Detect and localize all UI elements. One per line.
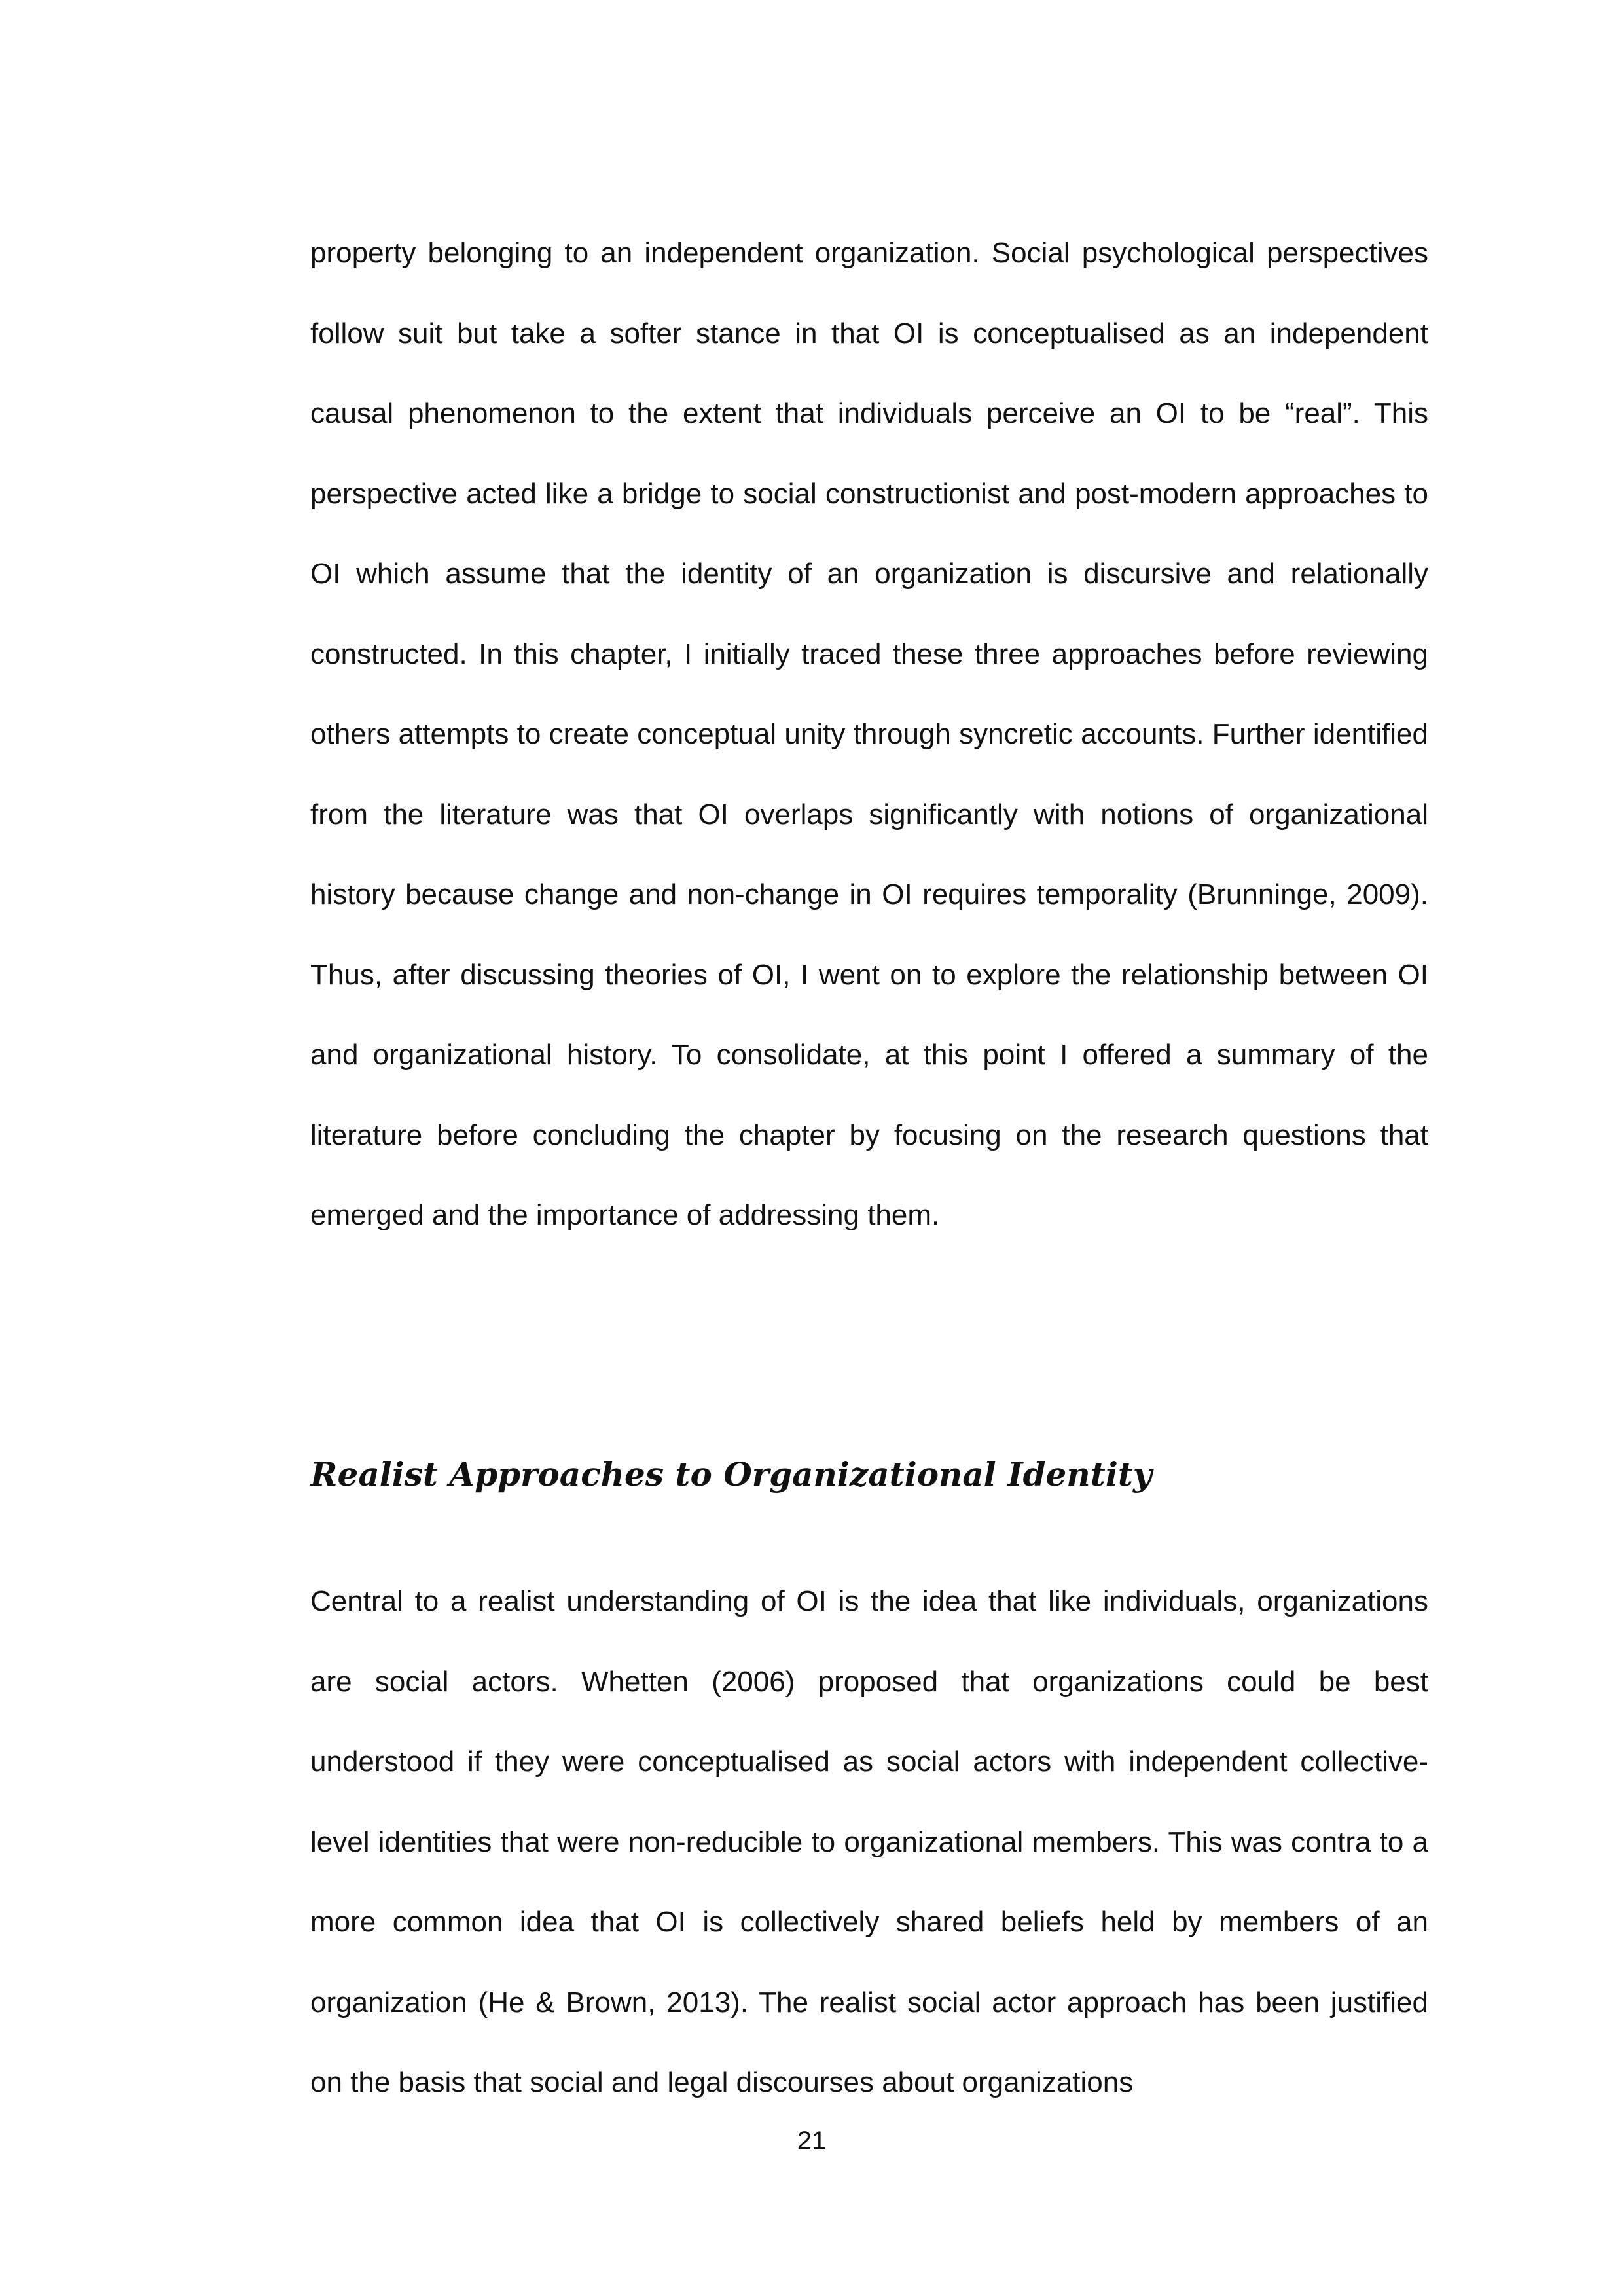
body-paragraph-realist: Central to a realist understanding of OI is the idea that like individuals, organizations are social actors. Whetten (2006) proposed that organizations could be best understood if they were conceptualised as social actors with independent collective-level identities that were non-reducible to organizational members. This was contra to a more common idea that OI is collectively shared beliefs held by members of an organization (He & Brown, 2013). The realist social actor approach has been justified on the basis that social and legal discourses about organizations <box>310 1585 1428 2098</box>
page-number: 21 <box>797 2126 827 2155</box>
section-heading: Realist Approaches to Organizational Identity <box>310 1455 1152 1494</box>
body-paragraph-intro: property belonging to an independent organization. Social psychological perspectives follow suit but take a softer stance in that OI is conceptualised as an independent causal phenomenon to the extent that individuals perceive an OI to be “real”. This perspective acted like a bridge to social constructionist and post-modern approaches to OI which assume that the identity of an organization is discursive and relationally constructed. In this chapter, I initially traced these three approaches before reviewing others attempts to create conceptual unity through syncretic accounts. Further identified from the literature was that OI overlaps significantly with notions of organizational history because change and non-change in OI requires temporality (Brunninge, 2009). Thus, after discussing theories of OI, I went on to explore the relationship between OI and organizational history. To consolidate, at this point I offered a summary of the literature before concluding the chapter by focusing on the research questions that emerged and the importance of addressing them. <box>310 237 1428 1231</box>
